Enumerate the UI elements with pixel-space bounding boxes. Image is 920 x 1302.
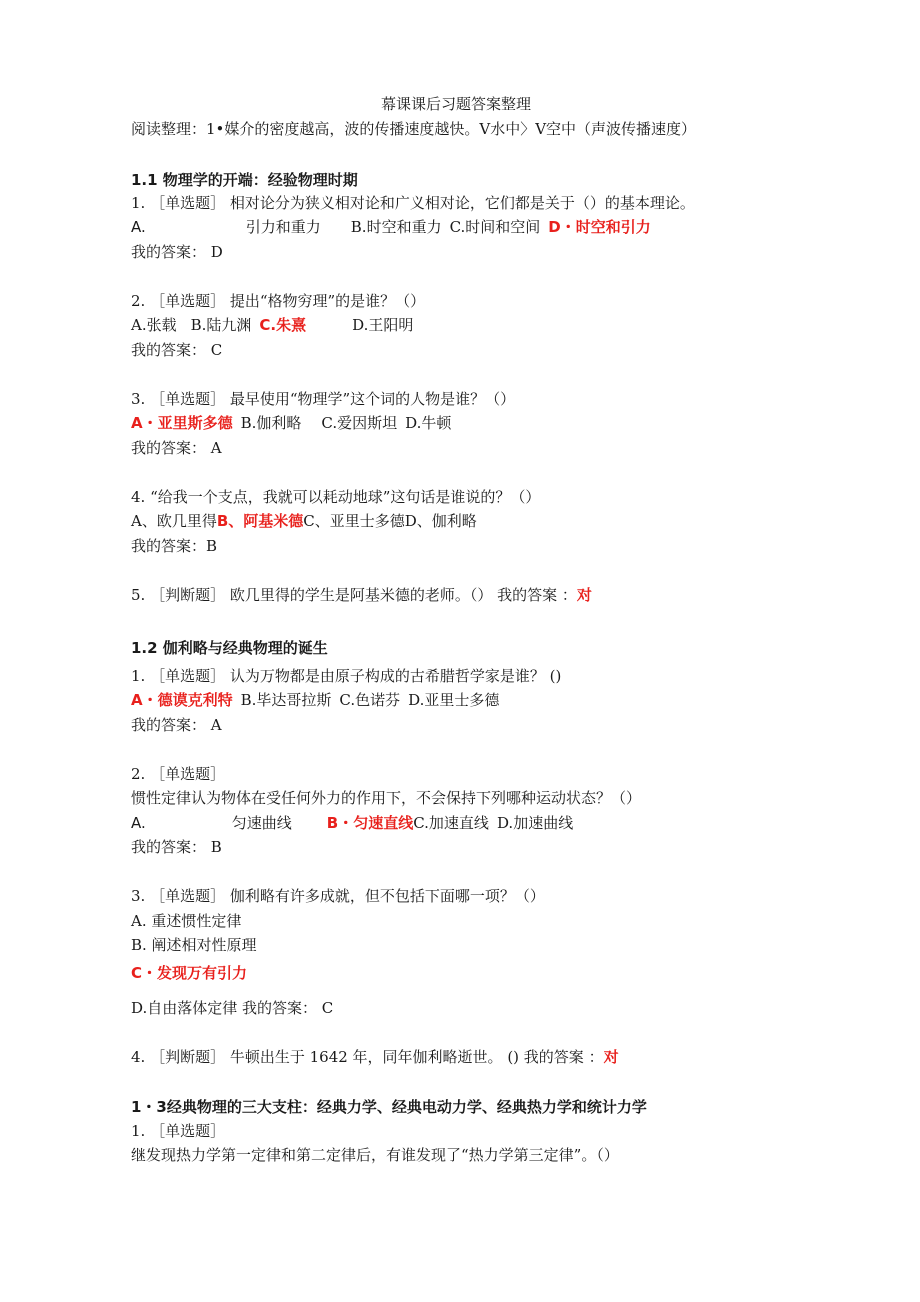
option-b-correct: B、阿基米德 xyxy=(216,512,304,530)
s11-q1-stem: 1. ［单选题］ 相对论分为狭义相对论和广义相对论，它们都是关于（）的基本理论。 xyxy=(131,194,695,212)
option-a-correct: A・德谟克利特 xyxy=(131,691,233,709)
s11-q5-stem: 5. ［判断题］ 欧几里得的学生是阿基米德的老师。（） 我的答案 ： xyxy=(131,586,577,604)
s11-q2-answer: 我的答案： C xyxy=(131,341,223,359)
s11-q4-answer: 我的答案：B xyxy=(131,537,218,555)
option-a: A.张载 xyxy=(131,316,177,334)
option-b: B.时空和重力 xyxy=(350,218,442,236)
option-a-correct: A・亚里斯多德 xyxy=(131,414,233,432)
doc-title: 幕课课后习题答案整理 xyxy=(381,95,532,113)
s11-q3-stem: 3. ［单选题］ 最早使用“物理学”这个词的人物是谁？（） xyxy=(131,390,516,408)
option-c: C.爱因斯坦 xyxy=(321,414,398,432)
s12-q3-option-d-answer: D.自由落体定律 我的答案： C xyxy=(131,999,334,1017)
option-d-correct: D・时空和引力 xyxy=(548,218,651,236)
s13-q1-type: 1. ［单选题］ xyxy=(131,1122,226,1140)
s12-q2-answer: 我的答案： B xyxy=(131,838,222,856)
s11-q5 xyxy=(131,585,592,605)
option-d: D.王阳明 xyxy=(352,316,414,334)
s12-q4 xyxy=(131,1047,619,1067)
option-a-label: A. xyxy=(131,814,146,832)
section-heading-1-1: 1.1 物理学的开端：经验物理时期 xyxy=(131,171,358,189)
option-c: C.时间和空间 xyxy=(449,218,541,236)
option-d: D.加速曲线 xyxy=(496,814,574,832)
s11-q1-answer: 我的答案： D xyxy=(131,243,223,261)
s12-q2-stem: 惯性定律认为物体在受任何外力的作用下，不会保持下列哪种运动状态？（） xyxy=(131,789,642,807)
s12-q4-stem: 4. ［判断题］ 牛顿出生于 1642 年，同年伽利略逝世。 () 我的答案 ： xyxy=(131,1048,604,1066)
option-c-d: C、亚里士多德D、伽利略 xyxy=(303,512,477,530)
option-b: B.毕达哥拉斯 xyxy=(240,691,332,709)
s11-q3-answer: 我的答案： A xyxy=(131,439,222,457)
intro-note: 阅读整理：1•媒介的密度越高，波的传播速度越快。V水中〉V空中（声波传播速度） xyxy=(131,120,697,138)
option-a: A、欧几里得 xyxy=(131,512,217,530)
option-b: B.陆九渊 xyxy=(190,316,252,334)
option-a-text: 匀速曲线 xyxy=(231,814,292,832)
s12-q3-option-c-correct: C・发现万有引力 xyxy=(131,964,248,982)
s11-q5-answer: 对 xyxy=(576,586,592,604)
option-a-label: A. xyxy=(131,218,146,236)
s12-q2-options xyxy=(131,813,573,833)
s12-q1-options xyxy=(131,690,499,710)
s11-q3-options xyxy=(131,413,451,433)
option-a-text: 引力和重力 xyxy=(245,218,321,236)
s11-q2-options xyxy=(131,315,413,335)
s12-q1-stem: 1. ［单选题］ 认为万物都是由原子构成的古希腊哲学家是谁？ () xyxy=(131,667,562,685)
s13-q1-stem: 继发现热力学第一定律和第二定律后，有谁发现了“热力学第三定律”。（） xyxy=(131,1146,619,1164)
s12-q2-type: 2. ［单选题］ xyxy=(131,765,226,783)
s12-q3-option-a: A. 重述惯性定律 xyxy=(131,912,242,930)
option-b: B.伽利略 xyxy=(240,414,302,432)
option-d: D.亚里士多德 xyxy=(408,691,500,709)
s12-q3-option-b: B. 阐述相对性原理 xyxy=(131,936,257,954)
s11-q2-stem: 2. ［单选题］ 提出“格物穷理”的是谁？（） xyxy=(131,292,426,310)
option-d: D.牛顿 xyxy=(405,414,452,432)
s11-q1-options xyxy=(131,217,651,237)
s12-q3-stem: 3. ［单选题］ 伽利略有许多成就，但不包括下面哪一项？（） xyxy=(131,887,545,905)
option-c: C.色诺芬 xyxy=(339,691,401,709)
s11-q4-options xyxy=(131,511,477,531)
option-c: C.加速直线 xyxy=(413,814,489,832)
section-heading-1-2: 1.2 伽利略与经典物理的诞生 xyxy=(131,639,328,657)
s12-q1-answer: 我的答案： A xyxy=(131,716,222,734)
section-heading-1-3: 1・3经典物理的三大支柱：经典力学、经典电动力学、经典热力学和统计力学 xyxy=(131,1098,647,1116)
option-b-correct: B・匀速直线 xyxy=(326,814,414,832)
s11-q4-stem: 4. “给我一个支点，我就可以耗动地球”这句话是谁说的？（） xyxy=(131,488,541,506)
s12-q4-answer: 对 xyxy=(603,1048,619,1066)
option-c-correct: C.朱熹 xyxy=(259,316,307,334)
